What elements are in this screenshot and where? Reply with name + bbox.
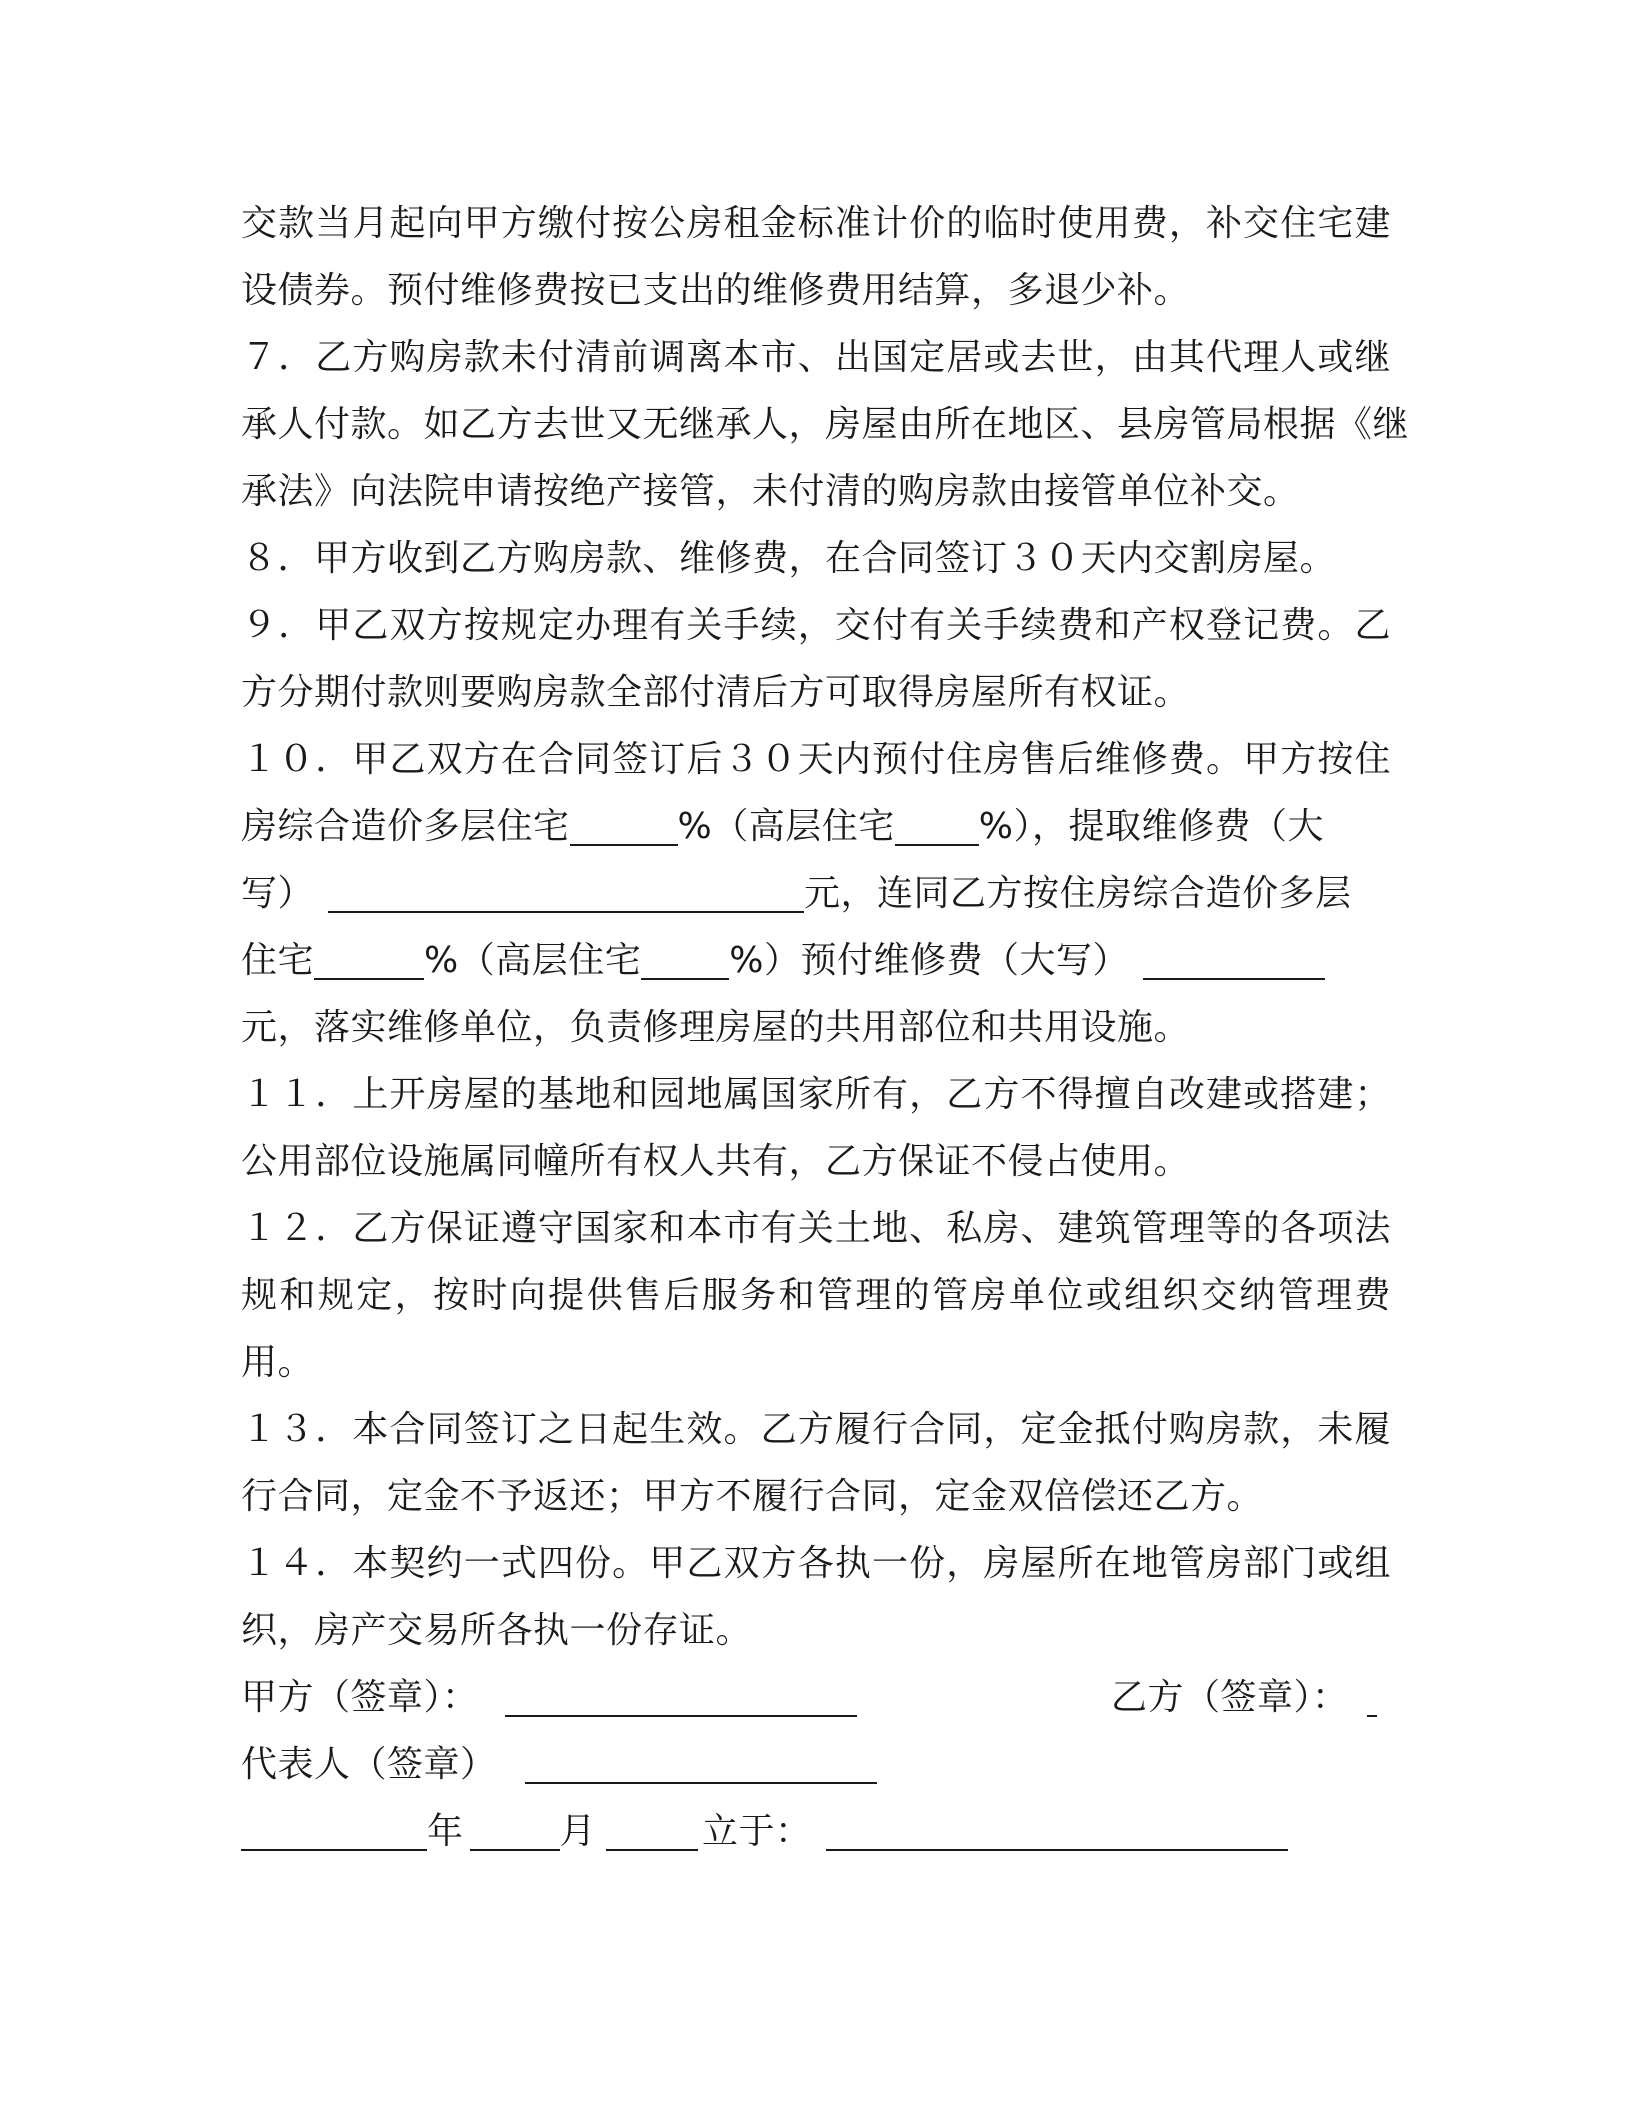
- clause-8: ８．甲方收到乙方购房款、维修费，在合同签订３０天内交割房屋。: [241, 538, 1337, 579]
- clause-7-line-1: ７．乙方购房款未付清前调离本市、出国定居或去世，由其代理人或继: [241, 337, 1391, 378]
- clause-10-text: %），提取维修费（大: [978, 806, 1324, 847]
- clause-12-line-1: １２．乙方保证遵守国家和本市有关土地、私房、建筑管理等的各项法: [241, 1208, 1391, 1249]
- party-b-signature-line: [1367, 1669, 1377, 1717]
- contract-body: [241, 190, 1410, 1865]
- month-label: 月: [559, 1811, 597, 1852]
- clause-7-line-2: 承人付款。如乙方去世又无继承人，房屋由所在地区、县房管局根据《继: [241, 404, 1410, 445]
- clause-13-line-2: 行合同，定金不予返还；甲方不履行合同，定金双倍偿还乙方。: [241, 1476, 1264, 1517]
- clause-10-line-5: 元，落实维修单位，负责修理房屋的共用部位和共用设施。: [241, 1007, 1191, 1048]
- blank-field: [895, 798, 979, 846]
- clause-10-text: %（高层住宅: [677, 806, 895, 847]
- blank-field: [641, 932, 729, 980]
- clause-12-line-2: 规和规定，按时向提供售后服务和管理的管房单位或组织交纳管理费: [241, 1275, 1391, 1316]
- signature-row-parties: [241, 1664, 1391, 1731]
- clause-14-line-1: １４．本契约一式四份。甲乙双方各执一份，房屋所在地管房部门或组: [241, 1543, 1391, 1584]
- clause-10-text: 住宅: [241, 940, 315, 981]
- clause-9-line-1: ９．甲乙双方按规定办理有关手续，交付有关手续费和产权登记费。乙: [241, 605, 1391, 646]
- signed-at-blank: [826, 1803, 1288, 1851]
- month-blank: [470, 1803, 560, 1851]
- year-blank: [241, 1803, 427, 1851]
- blank-field: [1143, 932, 1325, 980]
- day-blank: [606, 1803, 698, 1851]
- representative-signature-line: [525, 1736, 877, 1784]
- clause-10-line-1: １０．甲乙双方在合同签订后３０天内预付住房售后维修费。甲方按住: [241, 739, 1391, 780]
- signed-at-label: 立于：: [702, 1811, 812, 1852]
- clause-6-line-2: 设债券。预付维修费按已支出的维修费用结算，多退少补。: [241, 270, 1191, 311]
- clause-10-line-3: [241, 860, 1391, 927]
- clause-10-line-2: [241, 793, 1391, 860]
- representative-signature: [241, 1731, 877, 1798]
- clause-14-line-2: 织，房产交易所各执一份存证。: [241, 1610, 753, 1651]
- clause-10-text: 写）: [241, 873, 315, 914]
- clause-7-line-3: 承法》向法院申请按绝产接管，未付清的购房款由接管单位补交。: [241, 471, 1300, 512]
- signature-row-date: [241, 1798, 1391, 1865]
- party-a-signature: [241, 1664, 857, 1731]
- representative-label: 代表人（签章）: [241, 1744, 497, 1785]
- clause-10-text: 房综合造价多层住宅: [241, 806, 570, 847]
- party-a-label: 甲方（签章）：: [241, 1677, 479, 1718]
- party-b-signature: [1111, 1664, 1377, 1731]
- year-label: 年: [427, 1811, 464, 1852]
- clause-10-text: %（高层住宅: [424, 940, 642, 981]
- clause-13-line-1: １３．本合同签订之日起生效。乙方履行合同，定金抵付购房款，未履: [241, 1409, 1391, 1450]
- clause-11-line-1: １１．上开房屋的基地和园地属国家所有，乙方不得擅自改建或搭建；: [241, 1074, 1391, 1115]
- clause-9-line-2: 方分期付款则要购房款全部付清后方可取得房屋所有权证。: [241, 672, 1191, 713]
- party-b-label: 乙方（签章）：: [1111, 1677, 1349, 1718]
- clause-10-line-4: [241, 927, 1391, 994]
- date-and-place: [241, 1798, 1288, 1865]
- signature-row-representative: [241, 1731, 1391, 1798]
- blank-field: [570, 798, 678, 846]
- blank-field: [328, 865, 804, 913]
- clause-10-text: %）预付维修费（大写）: [729, 940, 1129, 981]
- clause-6-line-1: 交款当月起向甲方缴付按公房租金标准计价的临时使用费，补交住宅建: [241, 203, 1391, 244]
- blank-field: [314, 932, 424, 980]
- clause-12-line-3: 用。: [241, 1342, 315, 1383]
- clause-10-text: 元，连同乙方按住房综合造价多层: [804, 873, 1352, 914]
- party-a-signature-line: [505, 1669, 857, 1717]
- clause-11-line-2: 公用部位设施属同幢所有权人共有，乙方保证不侵占使用。: [241, 1141, 1191, 1182]
